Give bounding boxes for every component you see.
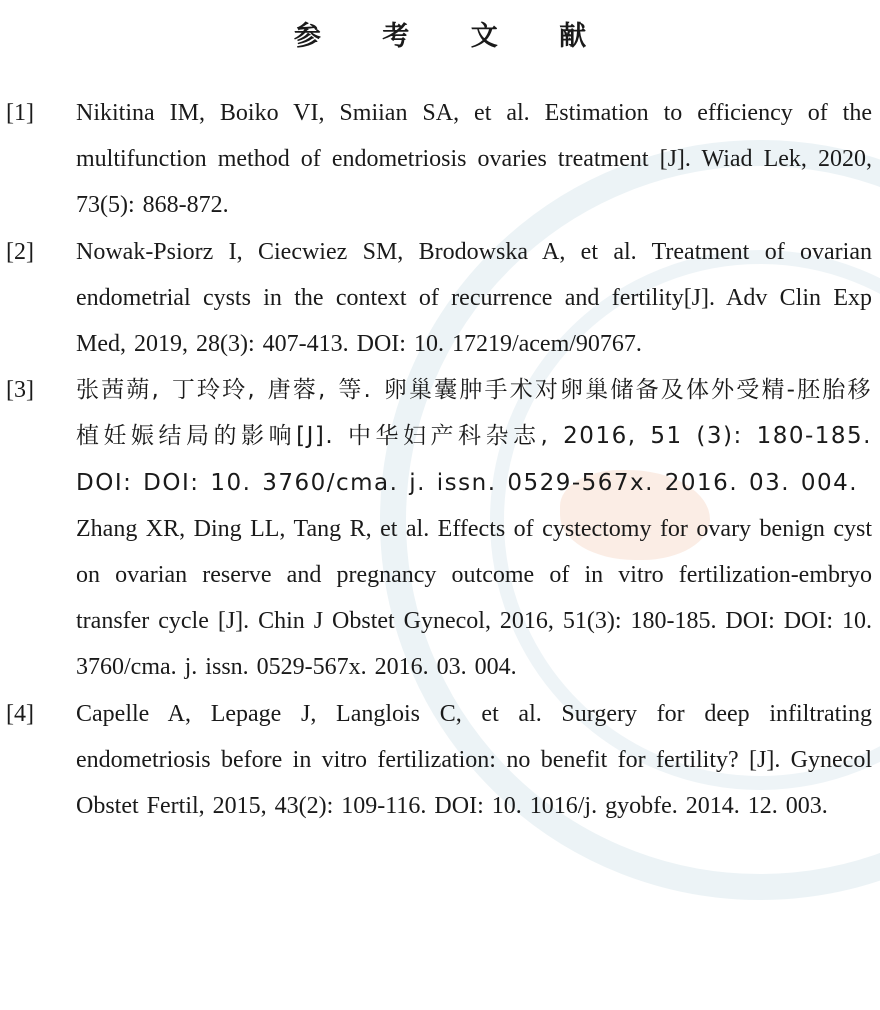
page-title: 参 考 文 献 [293,21,613,52]
reference-text: Nikitina IM, Boiko VI, Smiian SA, et al. Estimation to efficiency of the multifunction method of endometriosis ovaries treatment [J]. Wiad Lek, 2020, 73(5): 868-872. [76,100,872,219]
reference-number: [3] [6,377,34,404]
reference-text: Nowak-Psiorz I, Ciecwiez SM, Brodowska A, et al. Treatment of ovarian endometrial cysts in the context of recurrence and fertility[J]. Adv Clin Exp Med, 2019, 28(3): 407-413. DOI: 10. 17219/acem/90767. [76,238,872,358]
reference-number: [2] [6,238,34,265]
reference-text-chinese: 张茜蒴, 丁玲玲, 唐蓉, 等. 卵巢囊肿手术对卵巢储备及体外受精-胚胎移植妊娠结局的影响[J]. 中华妇产科杂志, 2016, 51 (3): 180-185. DOI: DOI: 10. 3760/cma. j. issn. 0529-567x. 2016. 03. 004. [76,377,872,496]
reference-item [0,229,880,368]
reference-number: [1] [6,100,34,126]
reference-text-english: Zhang XR, Ding LL, Tang R, et al. Effects of cystectomy for ovary benign cyst on ovarian reserve and pregnancy outcome of in vitro fertilization-embryo transfer cycle [J]. Chin J Obstet Gynecol, 2016, 51(3): 180-185. DOI: DOI: 10. 3760/cma. j. issn. 0529-567x. 2016. 03. 004. [76,515,872,681]
reference-list [0,90,880,829]
reference-item [0,691,880,830]
reference-item [0,90,880,229]
reference-number: [4] [6,700,34,727]
reference-text: Capelle A, Lepage J, Langlois C, et al. Surgery for deep infiltrating endometriosis before in vitro fertilization: no benefit for fertility? [J]. Gynecol Obstet Fertil, 2015, 43(2): 109-116. DOI: 10. 1016/j. gyobfe. 2014. 12. 003. [76,700,872,820]
reference-item [0,367,880,690]
